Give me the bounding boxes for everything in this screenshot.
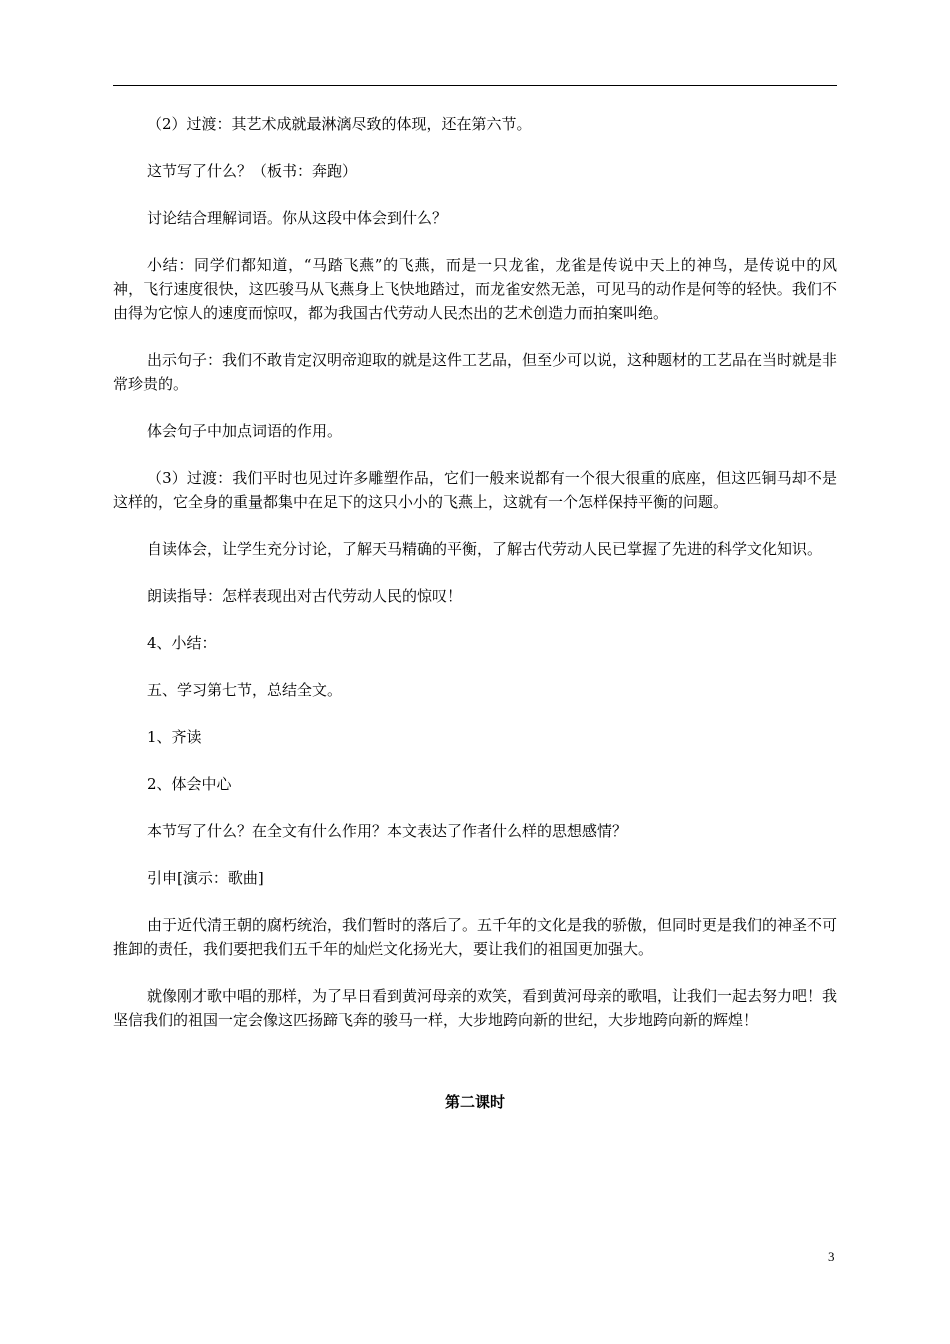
document-body — [113, 112, 837, 1114]
paragraph-reading-guide: 朗读指导：怎样表现出对古代劳动人民的惊叹！ — [147, 587, 463, 605]
paragraph-section-questions: 本节写了什么？在全文有什么作用？本文表达了作者什么样的思想感情？ — [147, 822, 628, 840]
header-rule — [113, 85, 837, 86]
paragraph-show-sentence: 出示句子：我们不敢肯定汉明帝迎取的就是这件工艺品，但至少可以说，这种题材的工艺品在当时就是非常珍贵的。 — [113, 351, 838, 393]
paragraph-conclusion: 就像刚才歌中唱的那样，为了早日看到黄河母亲的欢笑，看到黄河母亲的歌唱，让我们一起去努力吧！我坚信我们的祖国一定会像这匹扬蹄飞奔的骏马一样，大步地跨向新的世纪，大步地跨向新的辉煌！ — [113, 987, 838, 1029]
paragraph-summary-flying-swallow: 小结：同学们都知道，“马踏飞燕”的飞燕，而是一只龙雀，龙雀是传说中天上的神鸟，是传说中的风神，飞行速度很快，这匹骏马从飞燕身上飞快地踏过，而龙雀安然无恙，可见马的动作是何等的轻快。我们不由得为它惊人的速度而惊叹，都为我国古代劳动人民杰出的艺术创造力而拍案叫绝。 — [113, 256, 837, 322]
paragraph-read-together: 1、齐读 — [147, 728, 202, 746]
paragraph-theme: 2、体会中心 — [147, 775, 232, 793]
paragraph-self-reading: 自读体会，让学生充分讨论，了解天马精确的平衡，了解古代劳动人民已掌握了先进的科学文化知识。 — [147, 540, 823, 558]
paragraph-summary-4: 4、小结： — [147, 634, 217, 652]
paragraph-dotted-words: 体会句子中加点词语的作用。 — [147, 422, 343, 440]
paragraph-section-five: 五、学习第七节，总结全文。 — [147, 681, 343, 699]
paragraph-discussion: 讨论结合理解词语。你从这段中体会到什么？ — [147, 209, 448, 227]
paragraph-extension: 引申[演示：歌曲] — [147, 869, 264, 887]
paragraph-transition-3: （3）过渡：我们平时也见过许多雕塑作品，它们一般来说都有一个很大很重的底座，但这匹铜马却不是这样的，它全身的重量都集中在足下的这只小小的飞燕上，这就有一个怎样保持平衡的问题。 — [113, 469, 837, 511]
paragraph-transition-2: （2）过渡：其艺术成就最淋漓尽致的体现，还在第六节。 — [147, 115, 532, 133]
paragraph-question-board: 这节写了什么？（板书：奔跑） — [147, 162, 358, 180]
section-heading: 第二课时 — [444, 1093, 505, 1111]
page-number: 3 — [828, 1249, 835, 1264]
paragraph-history: 由于近代清王朝的腐朽统治，我们暂时的落后了。五千年的文化是我的骄傲，但同时更是我们的神圣不可推卸的责任，我们要把我们五千年的灿烂文化扬光大，要让我们的祖国更加强大。 — [113, 916, 838, 958]
